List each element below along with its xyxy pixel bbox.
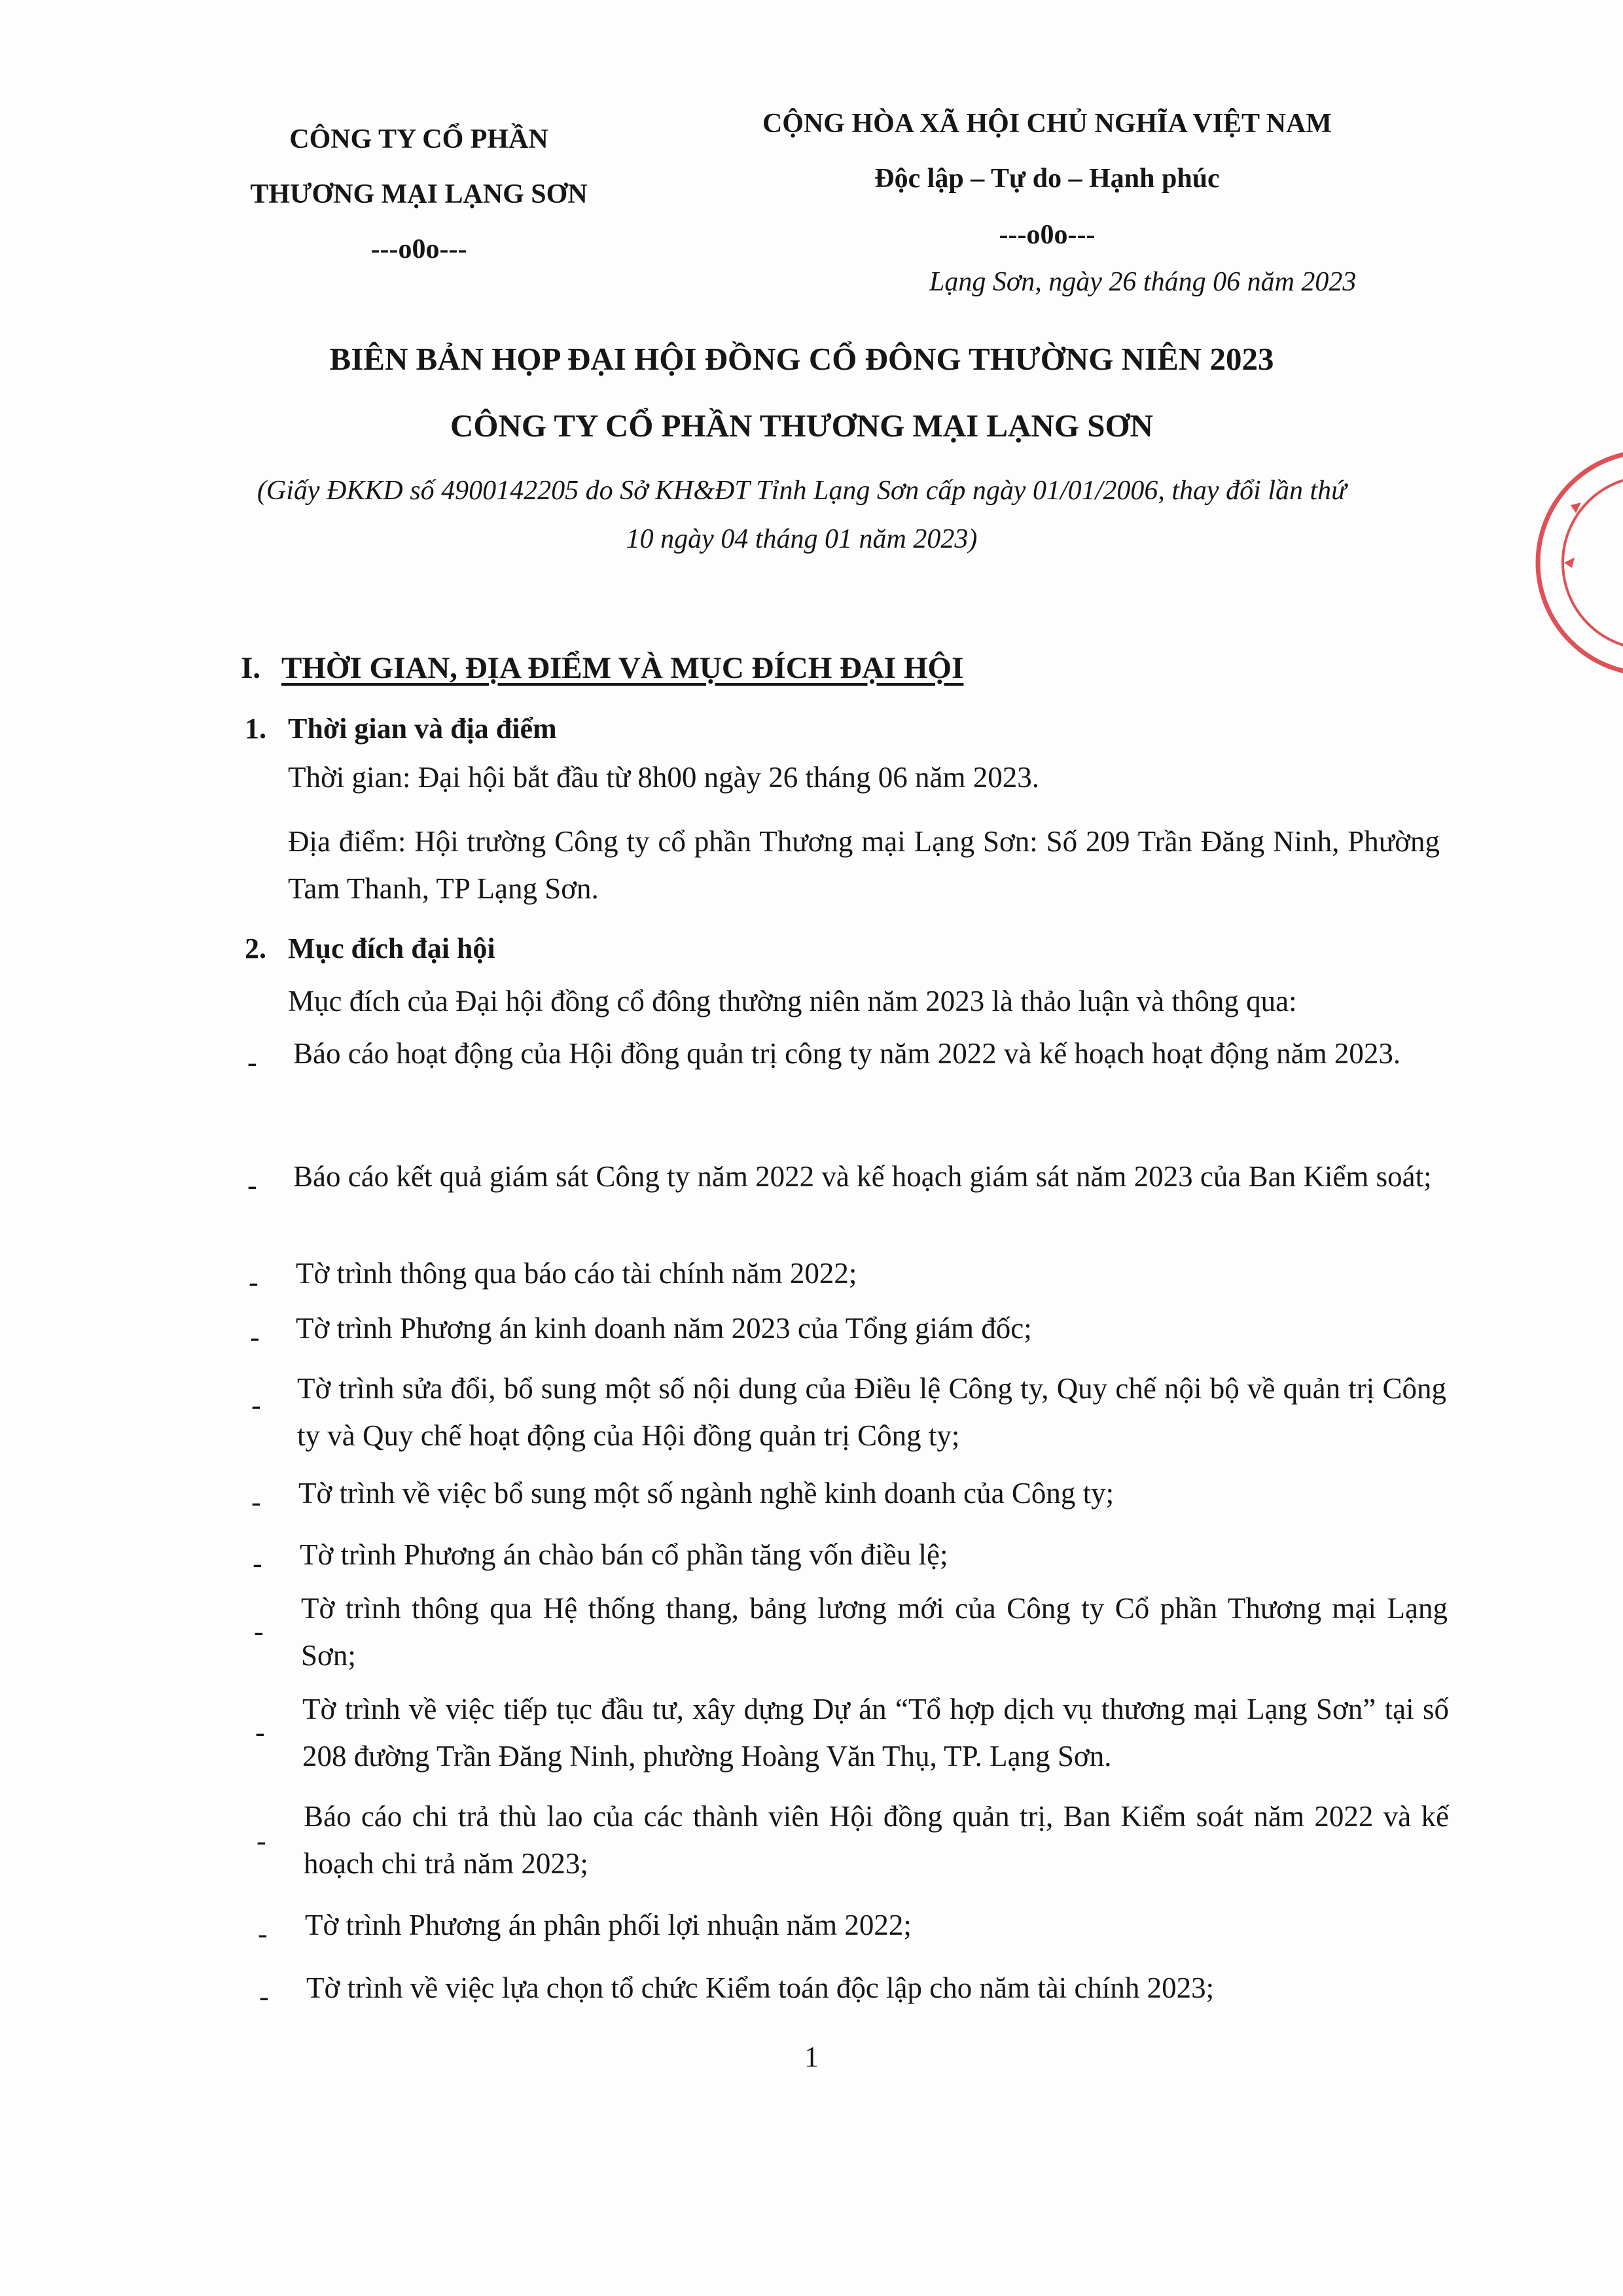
list-bullet: - bbox=[257, 1825, 266, 1857]
section-number: I. bbox=[241, 651, 261, 685]
meeting-time: Thời gian: Đại hội bắt đầu từ 8h00 ngày 26 tháng 06 năm 2023. bbox=[288, 761, 1040, 794]
section-heading: THỜI GIAN, ĐỊA ĐIỂM VÀ MỤC ĐÍCH ĐẠI HỘI bbox=[281, 651, 964, 685]
list-bullet: - bbox=[253, 1547, 262, 1580]
document-title: BIÊN BẢN HỌP ĐẠI HỘI ĐỒNG CỔ ĐÔNG THƯỜNG NIÊN 2023 bbox=[329, 341, 1274, 377]
subsection-2-number: 2. bbox=[245, 932, 266, 964]
list-item: Tờ trình sửa đổi, bổ sung một số nội dung của Điều lệ Công ty, Quy chế nội bộ về quản trị Công ty và Quy chế hoạt động của Hội đồng quản trị Công ty; bbox=[297, 1372, 1446, 1452]
list-item: Tờ trình về việc lựa chọn tổ chức Kiểm toán độc lập cho năm tài chính 2023; bbox=[306, 1971, 1215, 2004]
subsection-1-heading: Thời gian và địa điểm bbox=[288, 713, 557, 745]
list-bullet: - bbox=[259, 1981, 269, 2013]
place-date: Lạng Sơn, ngày 26 tháng 06 năm 2023 bbox=[929, 267, 1357, 297]
list-bullet: - bbox=[247, 1169, 257, 1201]
meeting-place: Địa điểm: Hội trường Công ty cổ phần Thương mại Lạng Sơn: Số 209 Trần Đăng Ninh, Phường Tam Thanh, TP Lạng Sơn. bbox=[288, 825, 1440, 905]
list-item: Tờ trình về việc tiếp tục đầu tư, xây dựng Dự án “Tổ hợp dịch vụ thương mại Lạng Sơn” tại số 208 đường Trần Đăng Ninh, phường Hoàng Văn Thụ, TP. Lạng Sơn. bbox=[302, 1693, 1449, 1773]
company-name-line2: THƯƠNG MẠI LẠNG SƠN bbox=[250, 179, 588, 209]
list-item: Báo cáo kết quả giám sát Công ty năm 2022 và kế hoạch giám sát năm 2023 của Ban Kiểm soát; bbox=[293, 1160, 1432, 1193]
list-bullet: - bbox=[247, 1046, 257, 1078]
registration-line2: 10 ngày 04 tháng 01 năm 2023) bbox=[626, 524, 978, 554]
nation-separator: ---o0o--- bbox=[999, 220, 1096, 250]
list-item: Báo cáo hoạt động của Hội đồng quản trị công ty năm 2022 và kế hoạch hoạt động năm 2023. bbox=[293, 1037, 1401, 1070]
company-name-line1: CÔNG TY CỔ PHẦN bbox=[289, 124, 548, 154]
list-item: Tờ trình Phương án phân phối lợi nhuận năm 2022; bbox=[305, 1909, 912, 1941]
list-item: Tờ trình thông qua Hệ thống thang, bảng lương mới của Công ty Cổ phần Thương mại Lạng Sơn; bbox=[301, 1592, 1448, 1672]
list-bullet: - bbox=[258, 1918, 268, 1950]
list-item: Tờ trình về việc bổ sung một số ngành nghề kinh doanh của Công ty; bbox=[298, 1477, 1115, 1510]
list-item: Báo cáo chi trả thù lao của các thành viên Hội đồng quản trị, Ban Kiểm soát năm 2022 và kế hoạch chi trả năm 2023; bbox=[304, 1800, 1449, 1880]
list-bullet: - bbox=[251, 1486, 261, 1518]
page-number: 1 bbox=[804, 2041, 819, 2073]
purpose-intro: Mục đích của Đại hội đồng cổ đông thường niên năm 2023 là thảo luận và thông qua: bbox=[288, 985, 1297, 1017]
list-item: Tờ trình Phương án chào bán cổ phần tăng vốn điều lệ; bbox=[300, 1538, 948, 1571]
list-item: Tờ trình thông qua báo cáo tài chính năm 2022; bbox=[296, 1257, 857, 1290]
list-bullet: - bbox=[255, 1716, 265, 1748]
nation-motto: Độc lập – Tự do – Hạnh phúc bbox=[874, 164, 1220, 194]
subsection-1-number: 1. bbox=[245, 713, 266, 745]
list-bullet: - bbox=[250, 1321, 260, 1353]
subsection-2-heading: Mục đích đại hội bbox=[288, 932, 495, 964]
list-bullet: - bbox=[254, 1616, 264, 1648]
list-bullet: - bbox=[251, 1389, 261, 1421]
company-separator: ---o0o--- bbox=[370, 234, 467, 264]
list-item: Tờ trình Phương án kinh doanh năm 2023 của Tổng giám đốc; bbox=[296, 1312, 1032, 1345]
company-seal-stamp bbox=[1525, 432, 1623, 694]
company-title: CÔNG TY CỔ PHẦN THƯƠNG MẠI LẠNG SƠN bbox=[450, 408, 1153, 444]
nation-title: CỘNG HÒA XÃ HỘI CHỦ NGHĨA VIỆT NAM bbox=[762, 109, 1332, 139]
list-bullet: - bbox=[249, 1266, 259, 1298]
registration-line1: (Giấy ĐKKD số 4900142205 do Sở KH&ĐT Tỉnh Lạng Sơn cấp ngày 01/01/2006, thay đổi lần thứ bbox=[257, 476, 1347, 506]
